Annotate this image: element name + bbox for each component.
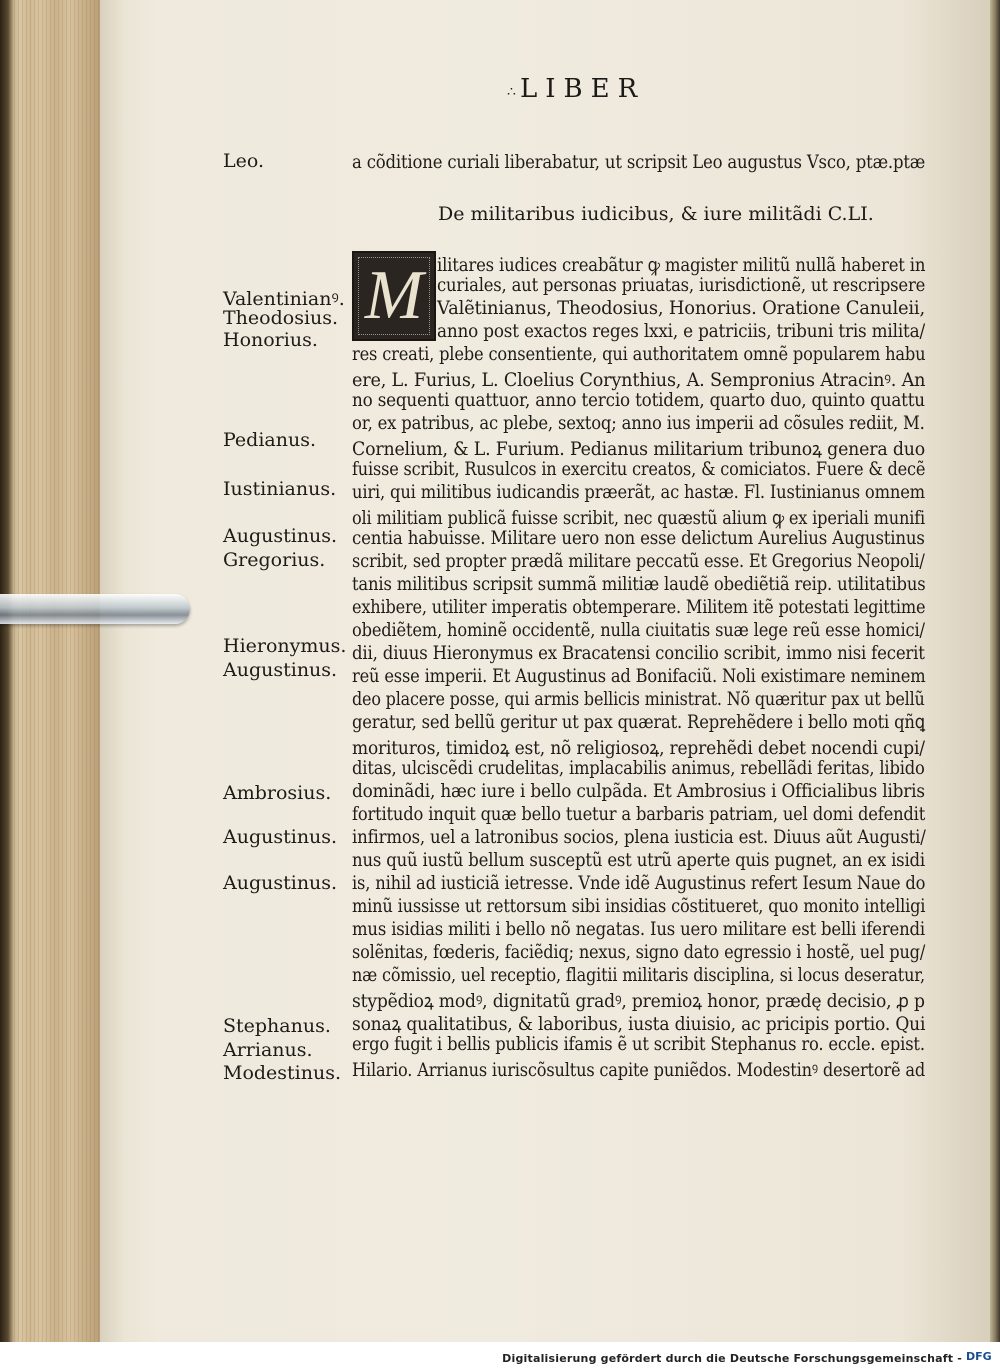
initial-letter: M <box>364 257 424 334</box>
text-line: Cornelium, & L. Furium. Pedianus militarium tribunoꝝ genera duo <box>352 439 926 460</box>
text-line: morituros, timidoꝝ est, nõ religiosoꝝ, reprehẽdi debet nocendi cupi/ <box>352 738 925 759</box>
text-line: tanis militibus scripsit summã militiæ laudẽ obediẽtiã reip. utilitatibus <box>352 574 926 595</box>
margin-note: Iustinianus. <box>223 478 337 500</box>
margin-note: Honorius. <box>223 329 318 351</box>
text-line: ditas, ulciscẽdi crudelitas, implacabilis animus, rebellãdi feritas, libido <box>352 758 925 779</box>
decorated-initial <box>352 251 436 341</box>
text-line: minũ iussisse ut rettorsum sibi insidias cõstitueret, quo monito intelligi <box>352 896 926 917</box>
margin-note: Augustinus. <box>223 525 338 547</box>
text-line: or, ex patribus, ac plebe, sextoq; anno ius imperii ad cõsules rediit, M. <box>352 413 925 434</box>
section-heading: De militaribus iudicibus, & iure militãdi C.LI. <box>438 203 874 225</box>
text-line: fuisse scribit, Rusulcos in exercitu creatos, & comiciatos. Fuere & decẽ <box>352 459 926 480</box>
head-ornament: ∴ <box>507 84 516 100</box>
text-line: is, nihil ad iusticiã ietresse. Vnde idẽ Augustinus refert Iesum Naue do <box>352 873 926 894</box>
text-line: næ cõmissio, uel receptio, flagitii militaris disciplina, si locus deseratur, <box>352 965 925 986</box>
digitization-credit: Digitalisierung gefördert durch die Deutsche Forschungsgemeinschaft - <box>502 1352 962 1365</box>
margin-note: Leo. <box>223 150 265 172</box>
margin-note: Hieronymus. <box>223 635 347 657</box>
text-line: solẽnitas, fœderis, faciẽdiq; nexus, signo dato egressio i hostẽ, uel pug/ <box>352 942 926 963</box>
text-line: dii, diuus Hieronymus ex Bracatensi concilio scribit, immo nisi fecerit <box>352 643 925 664</box>
text-line: a cõditione curiali liberabatur, ut scripsit Leo augustus Vsco, ptæ.ptæ <box>352 152 926 173</box>
margin-note: Ambrosius. <box>223 782 332 804</box>
text-line: stypẽdioꝝ modꝰ, dignitatũ gradꝰ, premioꝝ honor, prædę decisio, ꝓ p <box>352 991 925 1012</box>
text-line: mus isidias militi i bello nõ negatas. Ius uero militare est belli iferendi <box>352 919 925 940</box>
text-line: ergo fugit i bellis publicis ifamis ẽ ut scribit Stephanus ro. eccle. epist. <box>352 1034 925 1055</box>
text-line: res creati, plebe consentiente, qui authoritatem omnẽ popularem habu <box>352 344 926 365</box>
margin-note: Augustinus. <box>223 826 338 848</box>
running-head: LIBER <box>520 74 646 104</box>
bookmark-clip <box>0 594 190 624</box>
text-line: Hilario. Arrianus iuriscõsultus capite puniẽdos. Modestinꝰ desertorẽ ad <box>352 1060 926 1081</box>
text-line: obediẽtem, hominẽ occidentẽ, nulla ciuitatis suæ lege reũ esse homici/ <box>352 620 925 641</box>
margin-note: Modestinus. <box>223 1062 342 1084</box>
margin-note: Augustinus. <box>223 872 338 894</box>
text-line: fortitudo inquit quæ bello tuetur a barbaris patriam, uel domi defendit <box>352 804 926 825</box>
text-line: ilitares iudices creabãtur ꝙ magister militũ nullã haberet in <box>437 255 926 276</box>
margin-note: Theodosius. <box>223 307 339 329</box>
margin-note: Pedianus. <box>223 429 317 451</box>
margin-note: Arrianus. <box>223 1039 313 1061</box>
text-line: deo placere posse, qui armis bellicis ministrat. Nõ quæritur pax ut bellũ <box>352 689 925 710</box>
margin-note: Gregorius. <box>223 549 326 571</box>
margin-note: Augustinus. <box>223 659 338 681</box>
text-line: dominãdi, hæc iure i bello culpãda. Et Ambrosius i Officialibus libris <box>352 781 925 802</box>
text-line: oli militiam publicã fuisse scribit, nec quæstũ alium ꝙ ex iperiali munifi <box>352 508 926 529</box>
text-line: scribit, sed propter prædã militare peccatũ esse. Et Gregorius Neopoli/ <box>352 551 925 572</box>
text-line: nus quũ iustũ bellum susceptũ est utrũ aperte quis pugnet, an ex isidi <box>352 850 926 871</box>
book-right-edge <box>990 0 1000 1342</box>
margin-note: Valentinianꝰ. <box>223 288 345 310</box>
text-line: exhibere, utiliter imperatis obtemperare. Militem itẽ potestati legittime <box>352 597 926 618</box>
text-line: curiales, aut personas priuatas, iurisdictionẽ, ut rescripsere <box>437 275 926 296</box>
text-line: Valẽtinianus, Theodosius, Honorius. Oratione Canuleii, <box>437 298 925 319</box>
text-line: infirmos, uel a latronibus socios, plena iusticia est. Diuus aũt Augusti/ <box>352 827 926 848</box>
text-line: uiri, qui militibus iudicandis præerãt, ac hastæ. Fl. Iustinianus omnem <box>352 482 925 503</box>
book-page-edges <box>0 0 110 1369</box>
text-line: no sequenti quattuor, anno tercio totidem, quarto duo, quinto quattu <box>352 390 925 411</box>
margin-note: Stephanus. <box>223 1015 331 1037</box>
text-line: centia habuisse. Militare uero non esse delictum Aurelius Augustinus <box>352 528 925 549</box>
text-line: sonaꝝ qualitatibus, & laboribus, iusta diuisio, ac pricipis portio. Qui <box>352 1014 926 1035</box>
text-line: anno post exactos reges lxxi, e patriciis, tribuni tris milita/ <box>437 321 925 342</box>
dfg-logo: DFG <box>966 1350 992 1363</box>
text-line: ere, L. Furius, L. Cloelius Corynthius, A. Sempronius Atracinꝰ. An <box>352 370 926 391</box>
text-line: reũ esse imperii. Et Augustinus ad Bonifaciũ. Noli existimare neminem <box>352 666 926 687</box>
text-line: geratur, sed bellũ geritur ut pax quærat. Reprehẽdere i bello moti qñꝗ <box>352 712 925 733</box>
